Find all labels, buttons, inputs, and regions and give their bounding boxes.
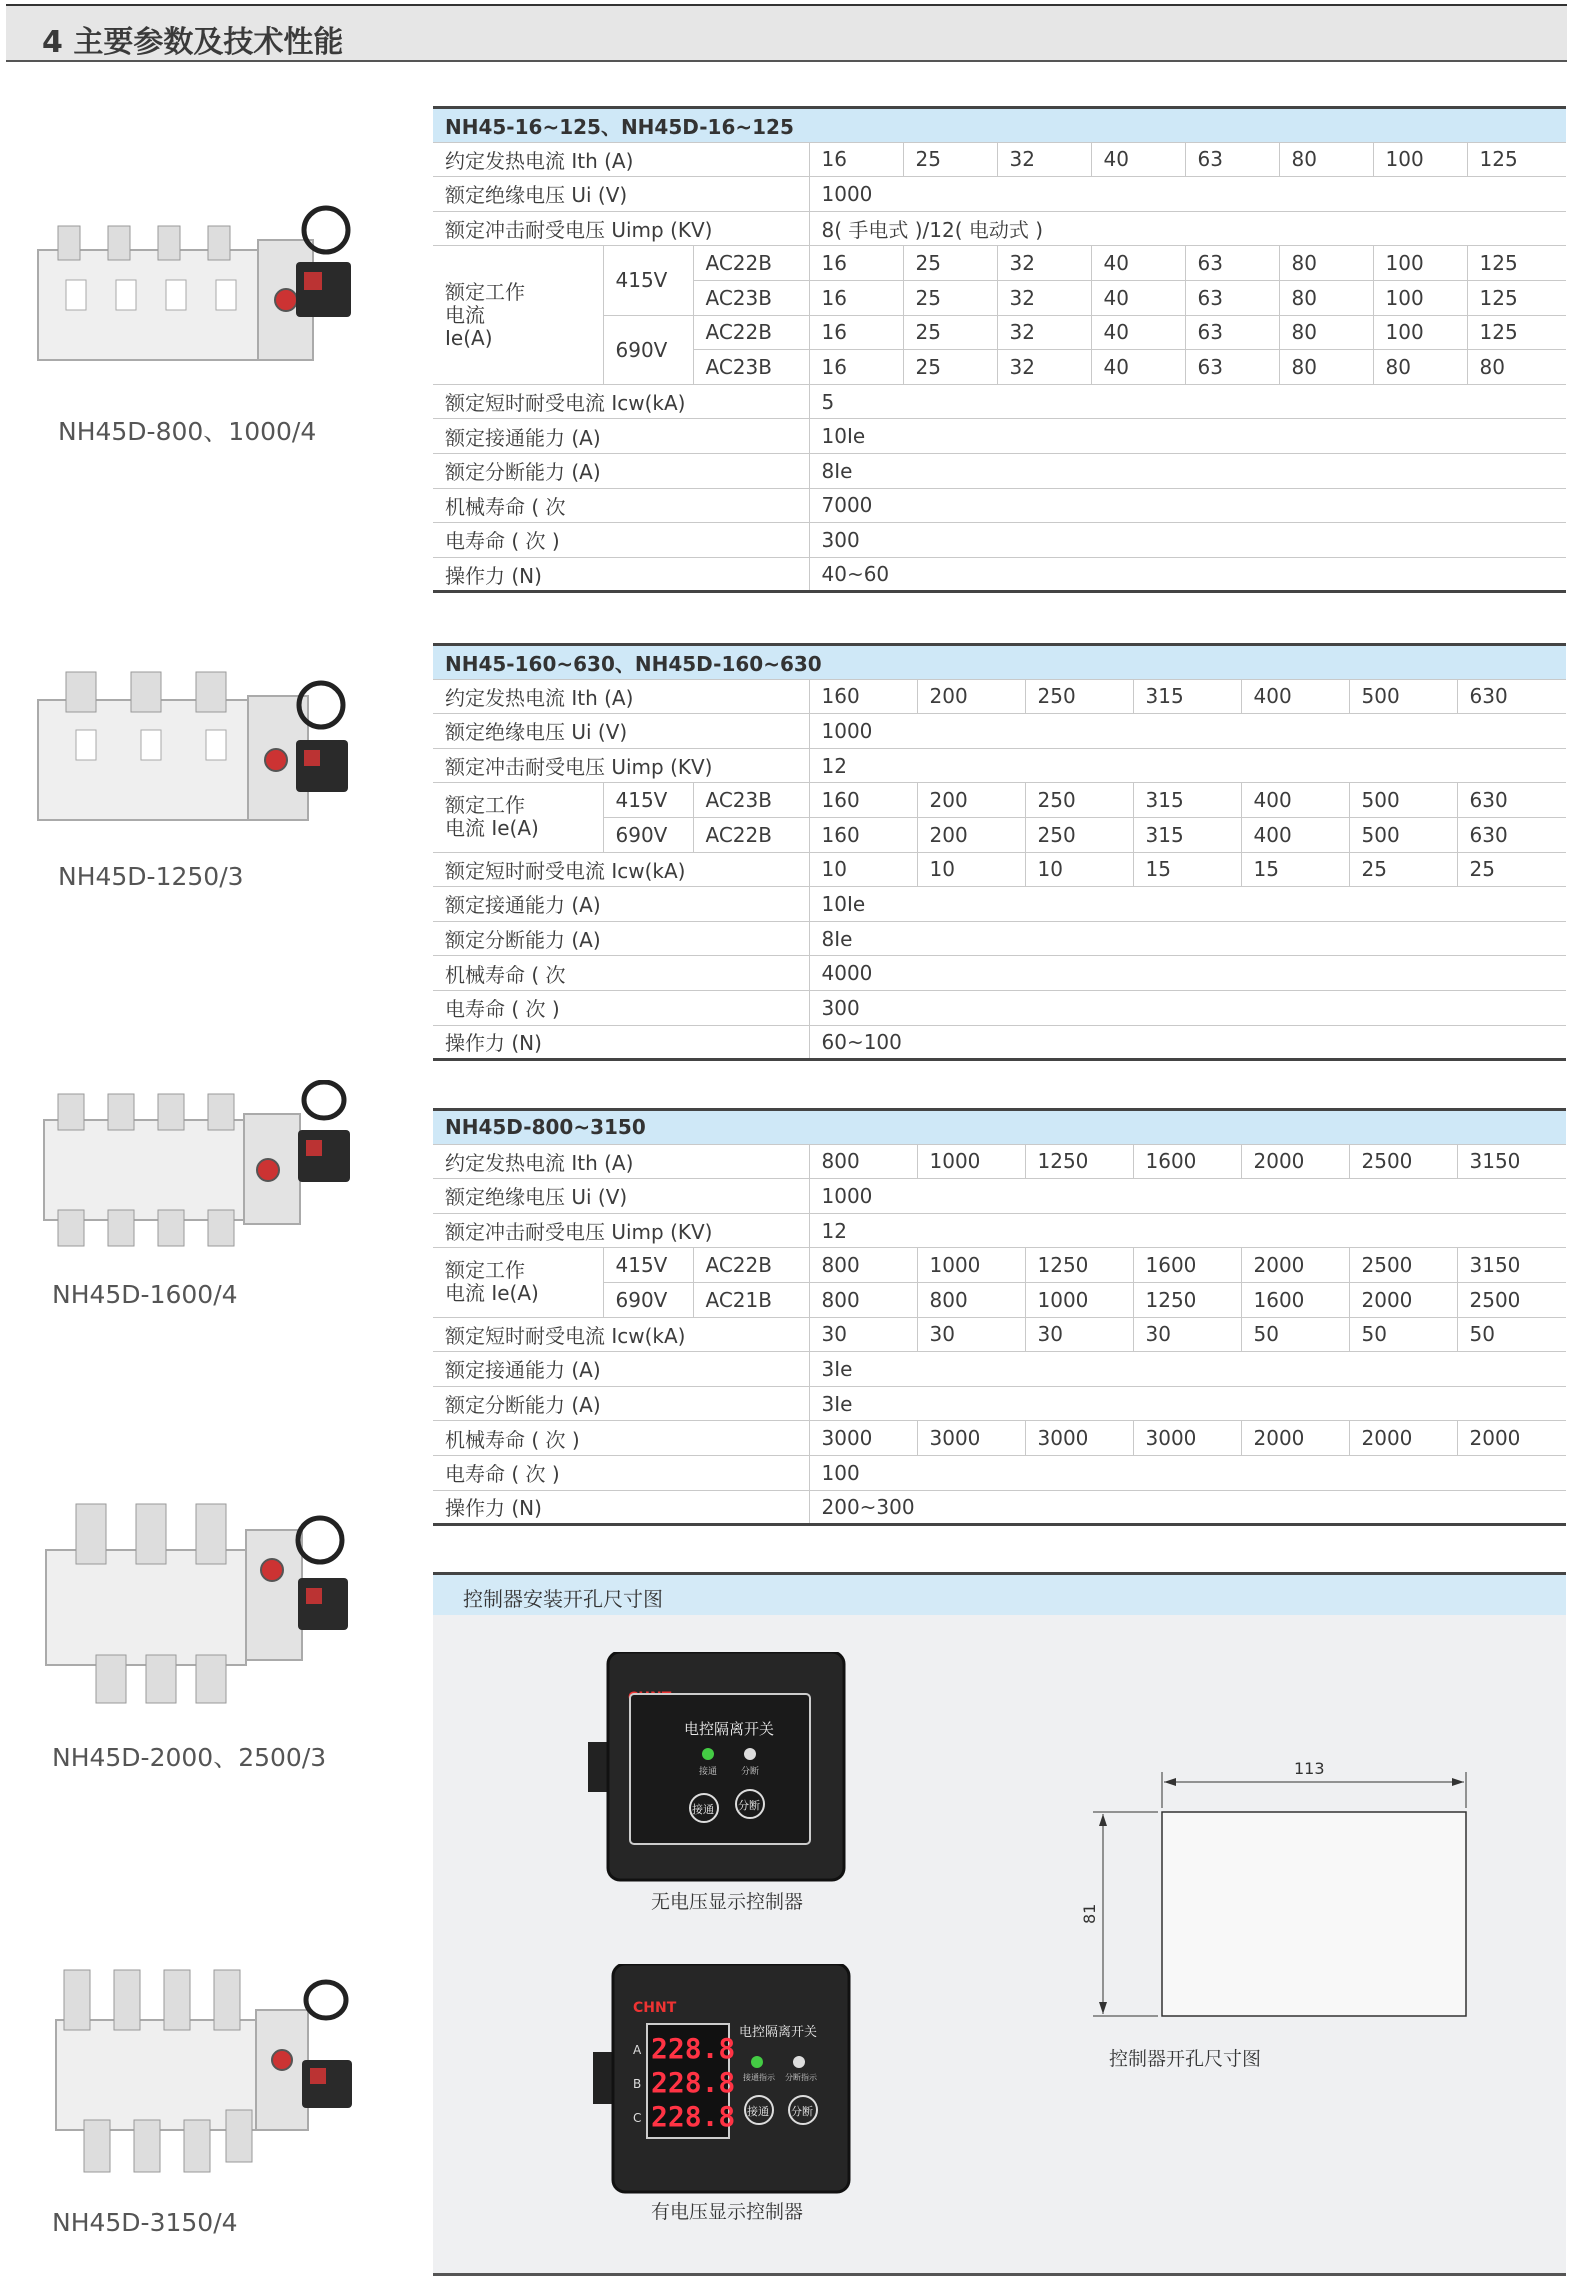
off-button-label: 分断 xyxy=(791,2105,813,2118)
cell: 300 xyxy=(809,523,1566,558)
cell: 7000 xyxy=(809,488,1566,523)
controller-section xyxy=(433,1572,1566,2275)
cell: 3000 xyxy=(809,1421,917,1456)
cell: 1600 xyxy=(1241,1282,1349,1317)
voltage-cell: 690V xyxy=(603,1282,693,1317)
cell: 30 xyxy=(1025,1317,1133,1352)
table-row xyxy=(433,488,1566,523)
cell: 30 xyxy=(917,1317,1025,1352)
table-row xyxy=(433,1213,1566,1248)
cell: 160 xyxy=(809,679,917,714)
table-row xyxy=(433,956,1566,991)
cell: 25 xyxy=(903,246,997,281)
cell: 40 xyxy=(1091,280,1185,315)
section-header xyxy=(6,4,1567,62)
cell: 2000 xyxy=(1349,1421,1457,1456)
category-cell: AC23B xyxy=(693,783,809,818)
table-row xyxy=(433,1144,1566,1179)
row-label: 额定接通能力 (A) xyxy=(433,887,809,922)
label-line: 电流 Ie(A) xyxy=(445,1281,539,1306)
cell: 16 xyxy=(809,246,903,281)
product-name-4: NH45D-2000、2500/3 xyxy=(52,1743,327,1772)
cell: 315 xyxy=(1133,817,1241,852)
product-name-5: NH45D-3150/4 xyxy=(52,2208,238,2237)
product-image-5 xyxy=(36,1960,366,2180)
cell: 16 xyxy=(809,315,903,350)
cell: 3150 xyxy=(1457,1144,1566,1179)
cell: 1000 xyxy=(809,177,1566,212)
cell: 16 xyxy=(809,280,903,315)
cell: 200~300 xyxy=(809,1490,1566,1525)
category-cell: AC22B xyxy=(693,1248,809,1283)
cell: 10 xyxy=(809,852,917,887)
cell: 630 xyxy=(1457,783,1566,818)
cell: 2500 xyxy=(1349,1248,1457,1283)
table-row xyxy=(433,817,1566,852)
cell: 80 xyxy=(1279,280,1373,315)
category-cell: AC22B xyxy=(693,817,809,852)
cell: 4000 xyxy=(809,956,1566,991)
table-row xyxy=(433,246,1566,281)
product-name-1: NH45D-800、1000/4 xyxy=(58,417,317,446)
cell: 250 xyxy=(1025,783,1133,818)
led-label-on: 接通 xyxy=(699,1767,718,1777)
cell: 12 xyxy=(809,1213,1566,1248)
row-label: 额定绝缘电压 Ui (V) xyxy=(433,1179,809,1214)
table1-title: NH45-16~125、NH45D-16~125 xyxy=(433,108,1566,143)
spec-table-2 xyxy=(433,643,1566,1061)
cell: 400 xyxy=(1241,817,1349,852)
row-label: 额定分断能力 (A) xyxy=(433,1386,809,1421)
row-label: 额定短时耐受电流 Icw(kA) xyxy=(433,1317,809,1352)
row-label xyxy=(433,246,603,384)
row-label: 额定绝缘电压 Ui (V) xyxy=(433,714,809,749)
row-label: 操作力 (N) xyxy=(433,1025,809,1060)
cell: 2500 xyxy=(1457,1282,1566,1317)
cell: 25 xyxy=(903,142,997,177)
controller-novolt-image xyxy=(588,1652,848,1882)
cell: 50 xyxy=(1241,1317,1349,1352)
table-row xyxy=(433,557,1566,592)
cell: 2000 xyxy=(1241,1248,1349,1283)
voltage-display-c: 228.8 xyxy=(651,2100,736,2133)
table-row xyxy=(433,679,1566,714)
cell: 10Ie xyxy=(809,887,1566,922)
cell: 1250 xyxy=(1025,1248,1133,1283)
cell: 300 xyxy=(809,990,1566,1025)
led-label-off: 分断指示 xyxy=(785,2073,817,2082)
cell: 1000 xyxy=(1025,1282,1133,1317)
phase-label-c: C xyxy=(633,2111,642,2125)
off-button-label: 分断 xyxy=(738,1799,760,1812)
category-cell: AC23B xyxy=(693,280,809,315)
cell: 63 xyxy=(1185,246,1279,281)
cell: 200 xyxy=(917,679,1025,714)
cell: 60~100 xyxy=(809,1025,1566,1060)
row-label: 机械寿命 ( 次 xyxy=(433,488,809,523)
row-label xyxy=(433,1248,603,1317)
product-name-3: NH45D-1600/4 xyxy=(52,1280,238,1309)
category-cell: AC21B xyxy=(693,1282,809,1317)
table-row xyxy=(433,887,1566,922)
table-row xyxy=(433,748,1566,783)
height-dimension-label: 81 xyxy=(1080,1903,1099,1924)
row-label: 电寿命 ( 次 ) xyxy=(433,523,809,558)
cell: 1000 xyxy=(917,1144,1025,1179)
phase-label-b: B xyxy=(633,2077,642,2091)
cell: 3000 xyxy=(917,1421,1025,1456)
controller-section-header xyxy=(433,1572,1566,1615)
cell: 63 xyxy=(1185,350,1279,385)
row-label: 操作力 (N) xyxy=(433,557,809,592)
row-label: 操作力 (N) xyxy=(433,1490,809,1525)
category-cell: AC22B xyxy=(693,315,809,350)
table-row xyxy=(433,852,1566,887)
row-label: 额定冲击耐受电压 Uimp (KV) xyxy=(433,748,809,783)
row-label: 机械寿命 ( 次 ) xyxy=(433,1421,809,1456)
cell: 630 xyxy=(1457,817,1566,852)
table-row xyxy=(433,1421,1566,1456)
voltage-cell: 690V xyxy=(603,817,693,852)
row-label: 额定冲击耐受电压 Uimp (KV) xyxy=(433,1213,809,1248)
cell: 2000 xyxy=(1349,1282,1457,1317)
table-row xyxy=(433,1282,1566,1317)
row-label: 机械寿命 ( 次 xyxy=(433,956,809,991)
panel-title: 电控隔离开关 xyxy=(739,2025,818,2040)
cell: 80 xyxy=(1279,246,1373,281)
row-label xyxy=(433,783,603,852)
controller-section-label: 控制器安装开孔尺寸图 xyxy=(463,1587,663,1611)
cell: 3000 xyxy=(1133,1421,1241,1456)
cell: 2000 xyxy=(1457,1421,1566,1456)
cell: 3Ie xyxy=(809,1352,1566,1387)
cutout-dimension-diagram xyxy=(953,1732,1513,2032)
product-name-2: NH45D-1250/3 xyxy=(58,862,244,891)
led-label-off: 分断 xyxy=(741,1767,760,1777)
cell: 16 xyxy=(809,350,903,385)
product-image-1 xyxy=(36,200,366,370)
table-row xyxy=(433,1317,1566,1352)
cell: 40 xyxy=(1091,315,1185,350)
product-image-4 xyxy=(36,1490,366,1710)
cell: 1250 xyxy=(1025,1144,1133,1179)
cell: 800 xyxy=(917,1282,1025,1317)
cell: 8Ie xyxy=(809,921,1566,956)
cell: 50 xyxy=(1457,1317,1566,1352)
table-row xyxy=(433,1455,1566,1490)
on-button-label: 接通 xyxy=(747,2105,769,2118)
caption-volt: 有电压显示控制器 xyxy=(651,2201,804,2223)
caption-novolt: 无电压显示控制器 xyxy=(651,1891,804,1913)
row-label: 额定分断能力 (A) xyxy=(433,453,809,488)
table-row xyxy=(433,453,1566,488)
cell: 10 xyxy=(1025,852,1133,887)
cell: 800 xyxy=(809,1248,917,1283)
cell: 800 xyxy=(809,1282,917,1317)
table-row xyxy=(433,783,1566,818)
on-indicator-icon xyxy=(751,2056,763,2068)
led-label-on: 接通指示 xyxy=(743,2073,775,2082)
cell: 32 xyxy=(997,246,1091,281)
row-label: 额定接通能力 (A) xyxy=(433,1352,809,1387)
cell: 30 xyxy=(809,1317,917,1352)
cell: 315 xyxy=(1133,783,1241,818)
table3-title: NH45D-800~3150 xyxy=(433,1110,1566,1145)
cell: 25 xyxy=(903,315,997,350)
table-row xyxy=(433,523,1566,558)
row-label: 额定短时耐受电流 Icw(kA) xyxy=(433,384,809,419)
controller-volt-image xyxy=(593,1964,853,2194)
cell: 400 xyxy=(1241,679,1349,714)
cell: 315 xyxy=(1133,679,1241,714)
cell: 10 xyxy=(917,852,1025,887)
on-indicator-icon xyxy=(702,1748,714,1760)
cell: 5 xyxy=(809,384,1566,419)
cell: 25 xyxy=(903,350,997,385)
cell: 50 xyxy=(1349,1317,1457,1352)
cell: 250 xyxy=(1025,817,1133,852)
label-line: 额定工作 xyxy=(445,279,525,304)
cell: 8Ie xyxy=(809,453,1566,488)
width-dimension-label: 113 xyxy=(1294,1759,1325,1778)
panel-title: 电控隔离开关 xyxy=(684,1720,775,1738)
table-row xyxy=(433,1386,1566,1421)
product-image-2 xyxy=(36,660,366,830)
cell: 15 xyxy=(1133,852,1241,887)
label-line: 电流 xyxy=(445,302,485,327)
label-line: 额定工作 xyxy=(445,1258,525,1283)
cell: 8( 手电式 )/12( 电动式 ) xyxy=(809,211,1566,246)
cell: 250 xyxy=(1025,679,1133,714)
cell: 1600 xyxy=(1133,1248,1241,1283)
cell: 3Ie xyxy=(809,1386,1566,1421)
cell: 500 xyxy=(1349,817,1457,852)
table-row xyxy=(433,1025,1566,1060)
cell: 1000 xyxy=(809,714,1566,749)
label-line: 额定工作 xyxy=(445,793,525,818)
voltage-display-b: 228.8 xyxy=(651,2066,736,2099)
cell: 80 xyxy=(1467,350,1566,385)
cell: 40 xyxy=(1091,246,1185,281)
table-row xyxy=(433,1179,1566,1214)
table-row xyxy=(433,384,1566,419)
voltage-cell: 415V xyxy=(603,783,693,818)
cell: 100 xyxy=(809,1455,1566,1490)
cell: 160 xyxy=(809,817,917,852)
cell: 25 xyxy=(1457,852,1566,887)
cell: 100 xyxy=(1373,280,1467,315)
table-row xyxy=(433,921,1566,956)
cell: 3000 xyxy=(1025,1421,1133,1456)
table-row xyxy=(433,142,1566,177)
table-row xyxy=(433,714,1566,749)
row-label: 额定短时耐受电流 Icw(kA) xyxy=(433,852,809,887)
cell: 400 xyxy=(1241,783,1349,818)
voltage-display-a: 228.8 xyxy=(651,2032,736,2065)
table-row xyxy=(433,1248,1566,1283)
cell: 40~60 xyxy=(809,557,1566,592)
cell: 3150 xyxy=(1457,1248,1566,1283)
cell: 80 xyxy=(1279,142,1373,177)
cell: 80 xyxy=(1279,315,1373,350)
cell: 2000 xyxy=(1241,1421,1349,1456)
cell: 25 xyxy=(1349,852,1457,887)
cell: 12 xyxy=(809,748,1566,783)
cell: 25 xyxy=(903,280,997,315)
row-label: 电寿命 ( 次 ) xyxy=(433,990,809,1025)
cell: 32 xyxy=(997,350,1091,385)
category-cell: AC22B xyxy=(693,246,809,281)
cell: 80 xyxy=(1373,350,1467,385)
cell: 1250 xyxy=(1133,1282,1241,1317)
spec-table-1 xyxy=(433,106,1566,593)
voltage-cell: 690V xyxy=(603,315,693,384)
cell: 630 xyxy=(1457,679,1566,714)
cell: 125 xyxy=(1467,280,1566,315)
cell: 100 xyxy=(1373,246,1467,281)
cell: 16 xyxy=(809,142,903,177)
cell: 32 xyxy=(997,142,1091,177)
cell: 40 xyxy=(1091,350,1185,385)
cell: 63 xyxy=(1185,280,1279,315)
row-label: 额定接通能力 (A) xyxy=(433,419,809,454)
cell: 200 xyxy=(917,783,1025,818)
phase-label-a: A xyxy=(633,2043,642,2057)
brand-logo: CHNT xyxy=(633,2000,677,2016)
cell: 160 xyxy=(809,783,917,818)
row-label: 电寿命 ( 次 ) xyxy=(433,1455,809,1490)
label-line: Ie(A) xyxy=(445,325,493,350)
cell: 1600 xyxy=(1133,1144,1241,1179)
cell: 500 xyxy=(1349,679,1457,714)
product-image-3 xyxy=(36,1080,366,1250)
bottom-rule xyxy=(433,2273,1566,2276)
cell: 15 xyxy=(1241,852,1349,887)
cell: 500 xyxy=(1349,783,1457,818)
row-label: 额定冲击耐受电压 Uimp (KV) xyxy=(433,211,809,246)
spec-table-3 xyxy=(433,1108,1566,1526)
category-cell: AC23B xyxy=(693,350,809,385)
cell: 100 xyxy=(1373,315,1467,350)
table-row xyxy=(433,1352,1566,1387)
voltage-cell: 415V xyxy=(603,246,693,315)
table-row xyxy=(433,990,1566,1025)
voltage-cell: 415V xyxy=(603,1248,693,1283)
cell: 125 xyxy=(1467,246,1566,281)
label-line: 电流 Ie(A) xyxy=(445,816,539,841)
cell: 40 xyxy=(1091,142,1185,177)
cell: 1000 xyxy=(809,1179,1566,1214)
cell: 800 xyxy=(809,1144,917,1179)
row-label: 约定发热电流 Ith (A) xyxy=(433,679,809,714)
cell: 2500 xyxy=(1349,1144,1457,1179)
caption-cutout: 控制器开孔尺寸图 xyxy=(1109,2048,1262,2070)
table-row xyxy=(433,211,1566,246)
cell: 2000 xyxy=(1241,1144,1349,1179)
cutout-rect xyxy=(1162,1812,1466,2016)
table-row xyxy=(433,177,1566,212)
table-row xyxy=(433,419,1566,454)
row-label: 约定发热电流 Ith (A) xyxy=(433,1144,809,1179)
row-label: 额定绝缘电压 Ui (V) xyxy=(433,177,809,212)
cell: 200 xyxy=(917,817,1025,852)
row-label: 额定分断能力 (A) xyxy=(433,921,809,956)
cell: 1000 xyxy=(917,1248,1025,1283)
section-title: 4 主要参数及技术性能 xyxy=(42,25,344,60)
row-label: 约定发热电流 Ith (A) xyxy=(433,142,809,177)
cell: 32 xyxy=(997,315,1091,350)
table-row xyxy=(433,1490,1566,1525)
cell: 30 xyxy=(1133,1317,1241,1352)
cell: 125 xyxy=(1467,142,1566,177)
cell: 63 xyxy=(1185,142,1279,177)
cell: 125 xyxy=(1467,315,1566,350)
cell: 10Ie xyxy=(809,419,1566,454)
table2-title: NH45-160~630、NH45D-160~630 xyxy=(433,645,1566,680)
off-indicator-icon xyxy=(793,2056,805,2068)
cell: 32 xyxy=(997,280,1091,315)
cell: 100 xyxy=(1373,142,1467,177)
table-row xyxy=(433,315,1566,350)
on-button-label: 接通 xyxy=(692,1803,714,1816)
cell: 63 xyxy=(1185,315,1279,350)
cell: 80 xyxy=(1279,350,1373,385)
off-indicator-icon xyxy=(744,1748,756,1760)
